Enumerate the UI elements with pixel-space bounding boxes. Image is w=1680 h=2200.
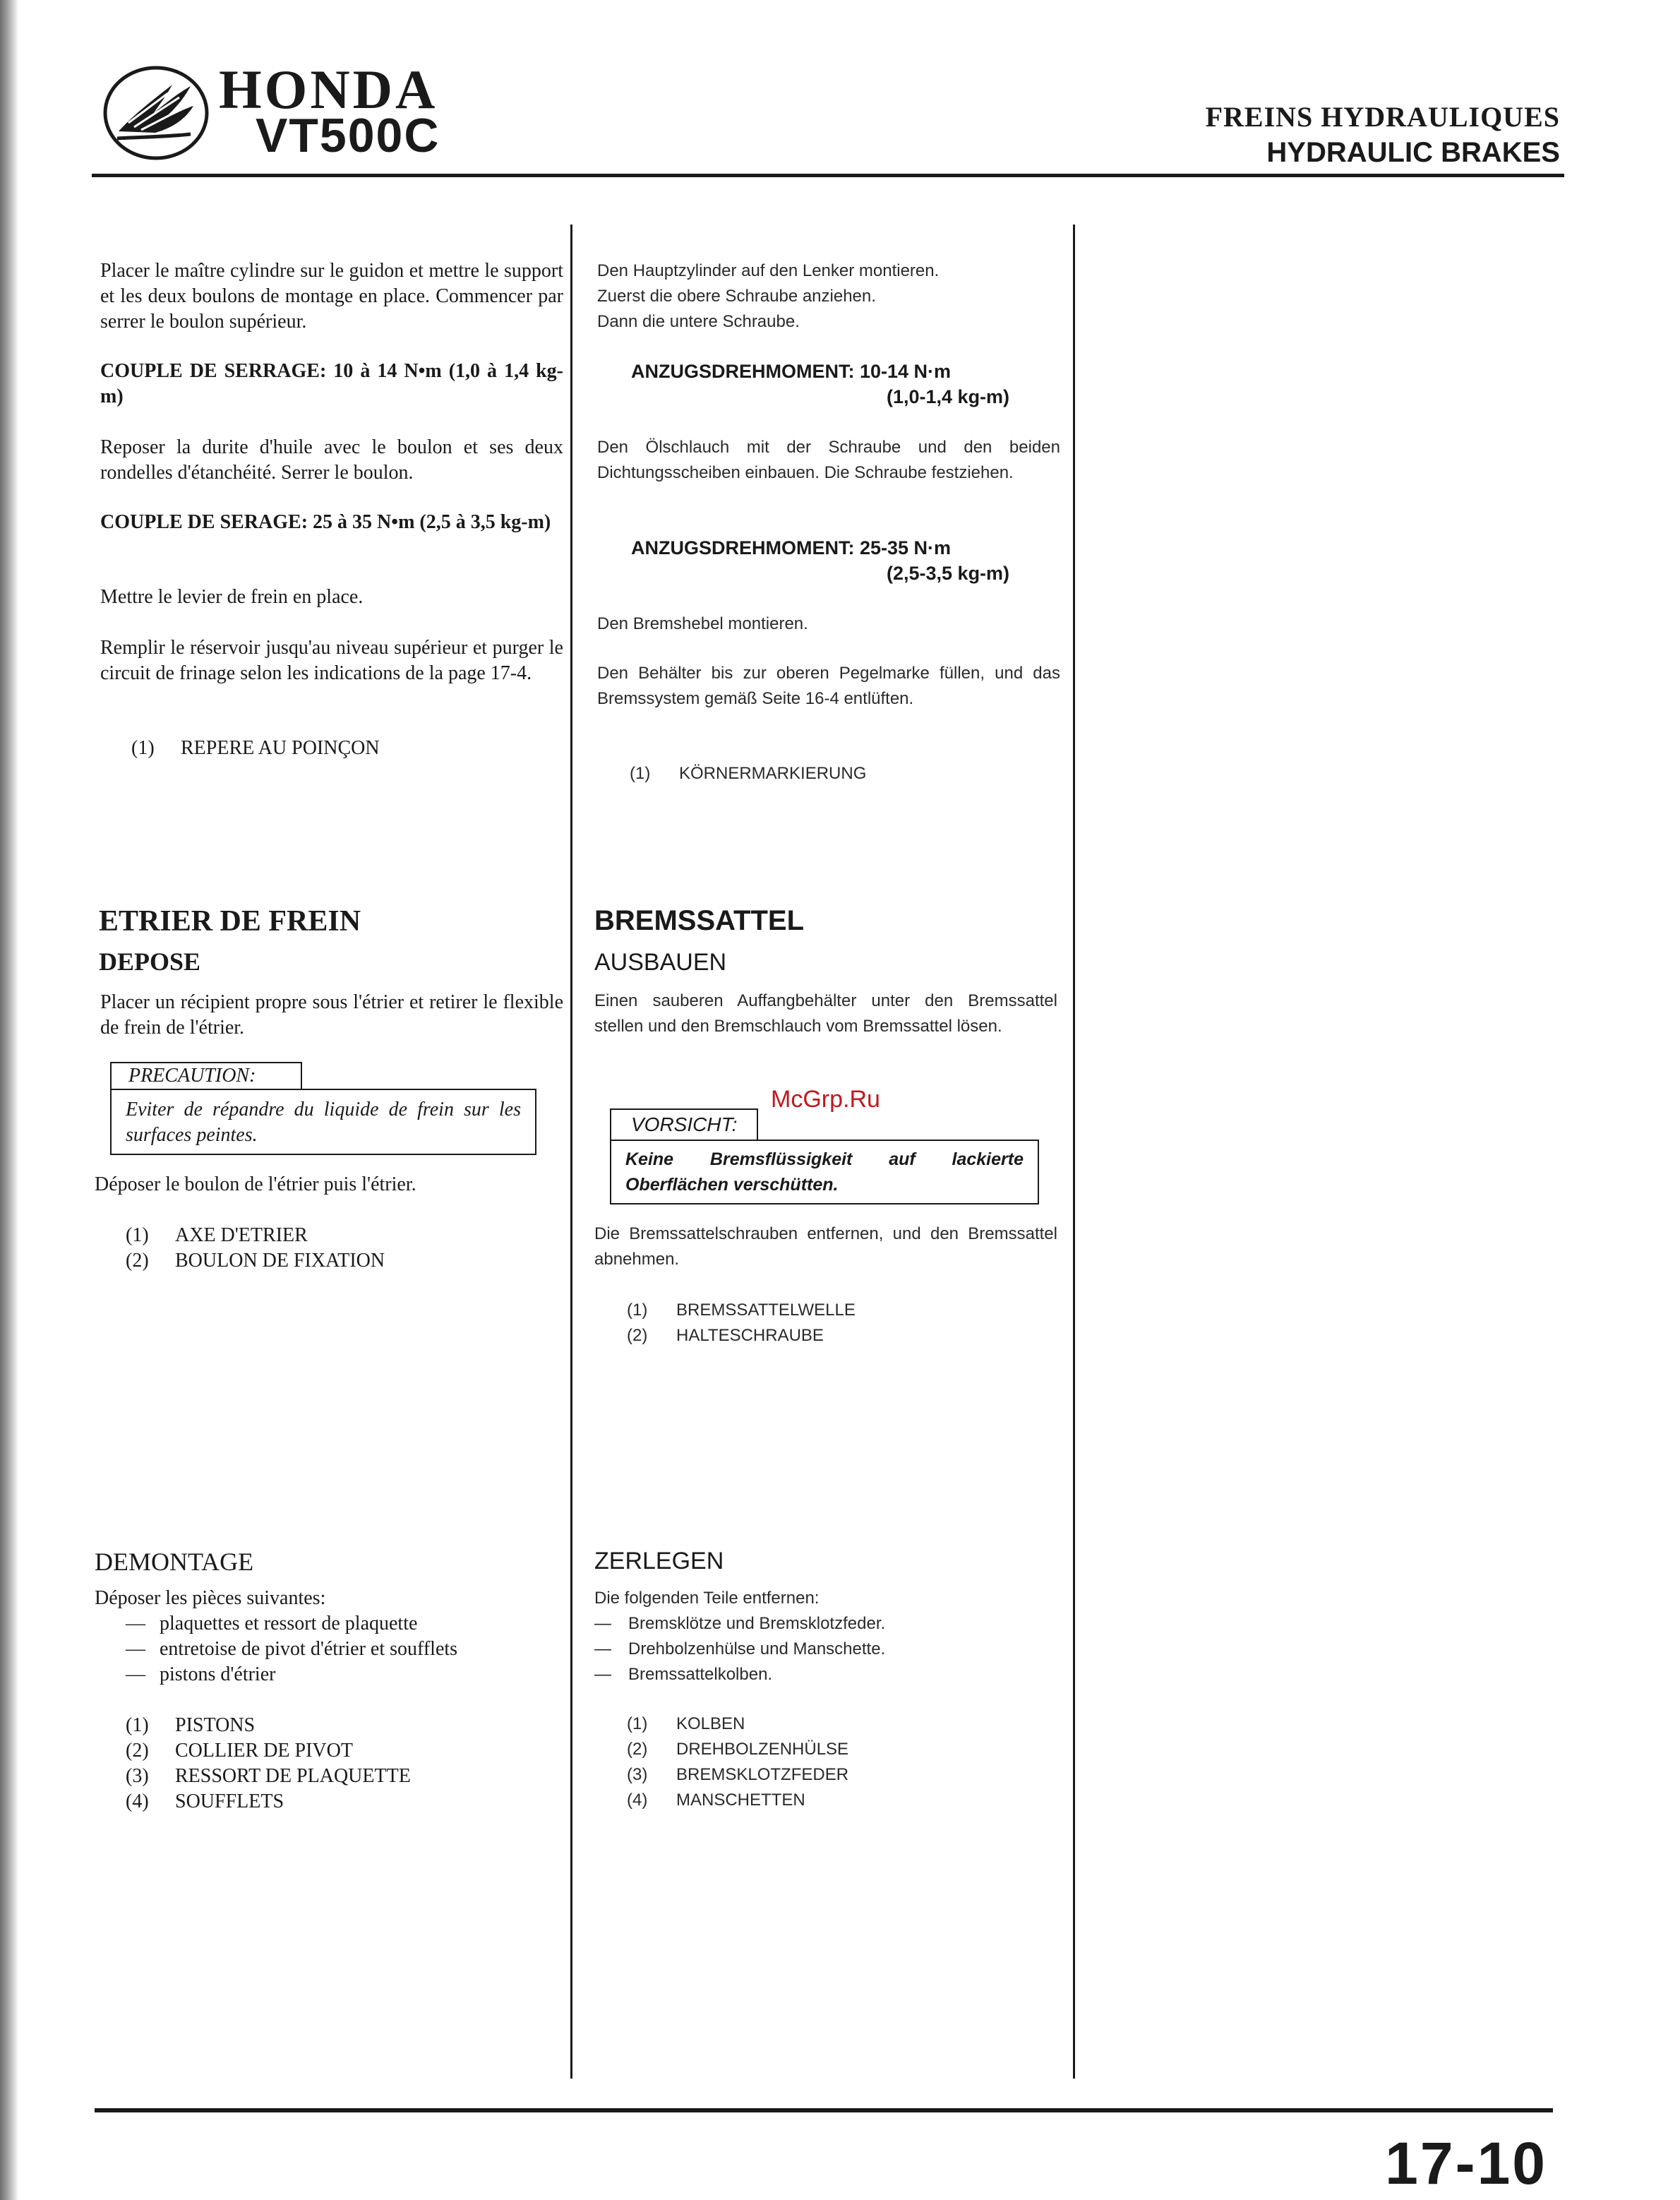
install-line: Zuerst die obere Schraube anziehen. <box>597 287 876 306</box>
watermark: McGrp.Ru <box>771 1086 880 1113</box>
legend-item: (2) COLLIER DE PIVOT <box>126 1740 353 1762</box>
torque-spec-2-fr: COUPLE DE SERAGE: 25 à 35 N•m (2,5 à 3,5 kg-m) <box>100 511 551 533</box>
torque-spec-2-de-kgm: (2,5-3,5 kg-m) <box>887 563 1010 584</box>
disassembly-list-fr <box>126 1611 457 1687</box>
brand-name: HONDA <box>219 59 438 120</box>
removal-paragraph-1-de: Einen sauberen Auffangbehälter unter den Bremssattel stellen und den Bremschlauch vom Bremssattel lösen. <box>594 991 1057 1036</box>
legend-item: (1) AXE D'ETRIER <box>126 1224 308 1246</box>
install-paragraph-1-fr: Placer le maître cylindre sur le guidon et mettre le support et les deux boulons de montage en place. Commencer par serrer le boulon supérieur. <box>100 260 563 333</box>
legend-list-de <box>627 1298 856 1349</box>
install-paragraph-1-de <box>597 258 1066 335</box>
disassembly-title-de: ZERLEGEN <box>594 1548 724 1574</box>
model-name: VT500C <box>256 109 440 162</box>
chapter-title-en: HYDRAULIC BRAKES <box>1266 137 1560 168</box>
torque-spec-1-de-kgm: (1,0-1,4 kg-m) <box>887 386 1010 407</box>
caution-label-de: VORSICHT: <box>610 1108 758 1140</box>
install-paragraph-4-fr: Remplir le réservoir jusqu'au niveau supérieur et purger le circuit de frinage selon les indications de la page 17-4. <box>100 637 563 684</box>
legend-item: (2) BOULON DE FIXATION <box>126 1250 385 1272</box>
legend-item: (4) MANSCHETTEN <box>627 1791 805 1810</box>
legend-list-fr <box>126 1223 385 1274</box>
removal-paragraph-1-fr: Placer un récipient propre sous l'étrier et retirer le flexible de frein de l'étrier. <box>100 991 563 1039</box>
legend-item: (3) RESSORT DE PLAQUETTE <box>126 1765 411 1787</box>
install-paragraph-4-de: Den Behälter bis zur oberen Pegelmarke füllen, und das Bremssystem gemäß Seite 16-4 entlüften. <box>597 664 1060 708</box>
install-paragraph-3-de: Den Bremshebel montieren. <box>597 614 808 633</box>
torque-spec-2-de: ANZUGSDREHMOMENT: 25-35 N·m <box>631 537 952 558</box>
chapter-title-fr: FREINS HYDRAULIQUES <box>1205 101 1560 133</box>
legend-item: (1) KÖRNERMARKIERUNG <box>630 764 867 783</box>
caution-text-de: Keine Bremsflüssigkeit auf lackierte Oberflächen verschütten. <box>610 1140 1039 1204</box>
legend-item: (2) DREHBOLZENHÜLSE <box>627 1740 849 1759</box>
list-item: — Bremsklötze und Bremsklotzfeder. <box>594 1614 886 1633</box>
torque-spec-1-fr: COUPLE DE SERRAGE: 10 à 14 N•m (1,0 à 1,4 kg-m) <box>100 360 563 407</box>
list-item: — plaquettes et ressort de plaquette <box>126 1613 418 1634</box>
header-rule <box>92 174 1564 177</box>
list-item: — pistons d'étrier <box>126 1663 276 1685</box>
section-title-fr: ETRIER DE FREIN <box>99 905 361 938</box>
removal-paragraph-2-fr: Déposer le boulon de l'étrier puis l'étrier. <box>95 1173 416 1195</box>
legend-item: (3) BREMSKLOTZFEDER <box>627 1765 849 1784</box>
scan-shadow <box>0 0 18 2200</box>
column-divider-left <box>570 225 572 2079</box>
disassembly-intro-fr: Déposer les pièces suivantes: <box>95 1587 326 1609</box>
legend-item: (1) PISTONS <box>126 1714 256 1736</box>
column-divider-right <box>1073 225 1075 2079</box>
legend-item: (2) HALTESCHRAUBE <box>627 1326 824 1345</box>
parts-legend-fr <box>126 1713 411 1815</box>
list-item: — entretoise de pivot d'étrier et soufflets <box>126 1638 458 1660</box>
caution-text-fr: Eviter de répandre du liquide de frein sur les surfaces peintes. <box>110 1089 536 1155</box>
parts-legend-de <box>627 1711 848 1813</box>
footer-rule <box>95 2108 1553 2112</box>
legend-item: (4) SOUFFLETS <box>126 1791 284 1812</box>
install-paragraph-3-fr: Mettre le levier de frein en place. <box>100 586 364 608</box>
disassembly-title-fr: DEMONTAGE <box>95 1548 254 1576</box>
honda-wing-logo-icon <box>103 64 209 162</box>
disassembly-list-de <box>594 1611 885 1687</box>
legend-item: (1) BREMSSATTELWELLE <box>627 1301 856 1320</box>
disassembly-intro-de: Die folgenden Teile entfernen: <box>594 1589 820 1608</box>
install-paragraph-2-fr: Reposer la durite d'huile avec le boulon et ses deux rondelles d'étanchéité. Serrer le boulon. <box>100 436 563 484</box>
install-line: Dann die untere Schraube. <box>597 312 800 331</box>
removal-paragraph-2-de: Die Bremssattelschrauben entfernen, und den Bremssattel abnehmen. <box>594 1224 1057 1269</box>
removal-title-fr: DEPOSE <box>99 947 201 976</box>
torque-spec-1-de: ANZUGSDREHMOMENT: 10-14 N·m <box>631 361 952 382</box>
list-item: — Drehbolzenhülse und Manschette. <box>594 1639 886 1658</box>
legend-item: (1) KOLBEN <box>627 1714 745 1733</box>
legend-item: (1) REPERE AU POINÇON <box>131 737 380 759</box>
install-line: Den Hauptzylinder auf den Lenker montieren. <box>597 261 940 280</box>
section-title-de: BREMSSATTEL <box>594 905 805 936</box>
removal-title-de: AUSBAUEN <box>594 949 727 976</box>
list-item: — Bremssattelkolben. <box>594 1665 773 1684</box>
install-paragraph-2-de: Den Ölschlauch mit der Schraube und den beiden Dichtungsscheiben einbauen. Die Schraube festziehen. <box>597 438 1060 482</box>
caution-label-fr: PRECAUTION: <box>110 1062 302 1089</box>
page-number: 17-10 <box>1385 2130 1547 2196</box>
